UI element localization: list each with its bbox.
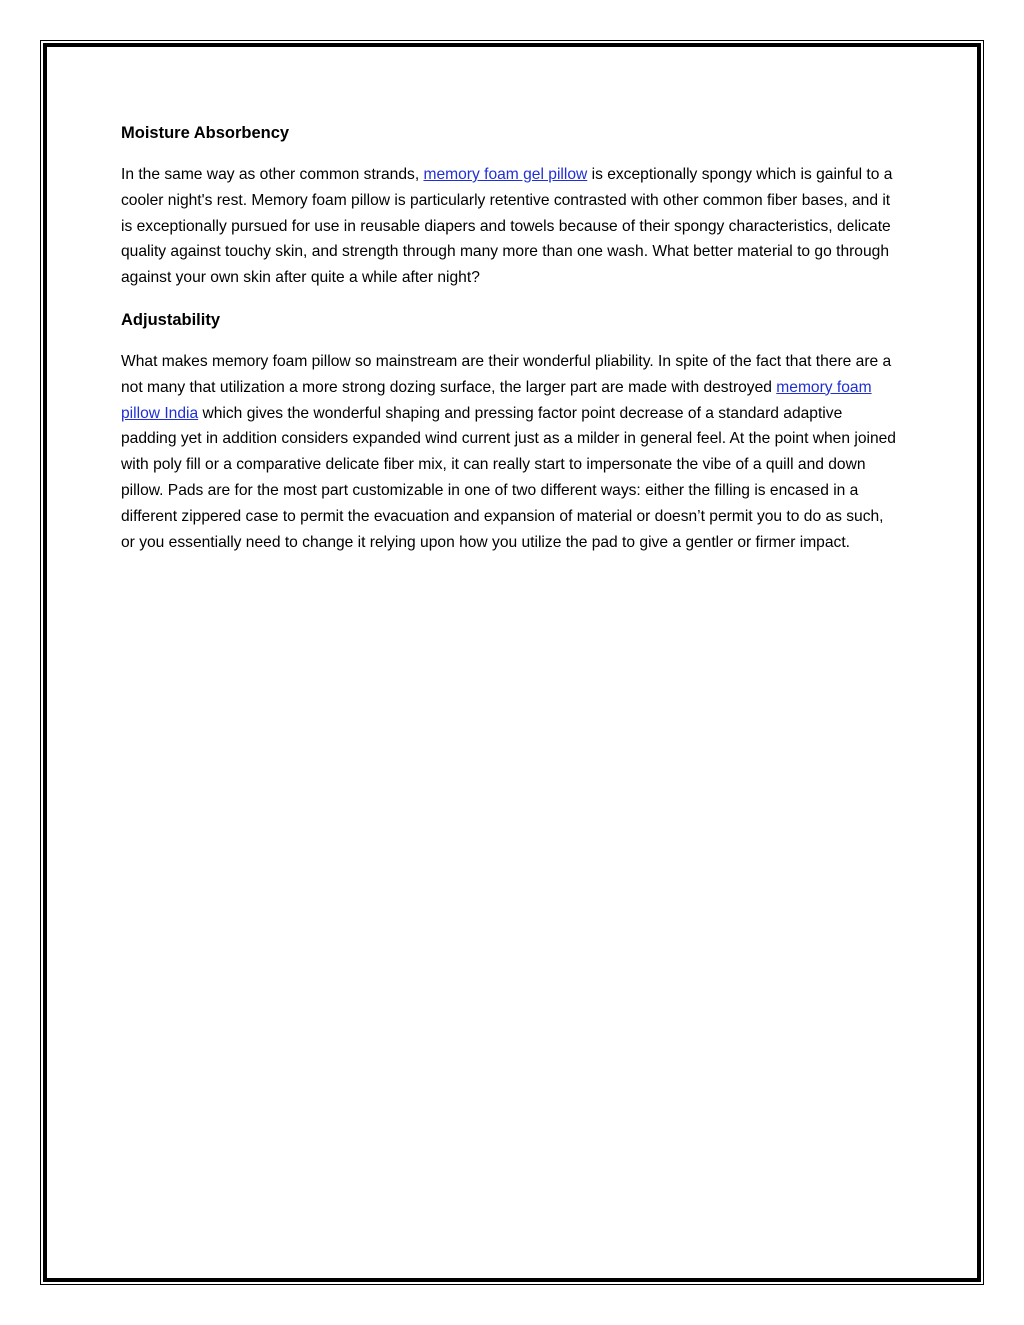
- document-content: [121, 120, 901, 571]
- section-heading: Moisture Absorbency: [121, 124, 290, 142]
- memory-foam-pillow-india-link[interactable]: memory foam pillow India: [121, 378, 872, 422]
- memory-foam-gel-pillow-link[interactable]: memory foam gel pillow: [423, 166, 588, 183]
- section-moisture-absorbency: [121, 120, 901, 291]
- paragraph-text-before: What makes memory foam pillow so mainstream are their wonderful pliability. In spite of the fact that there are a not many that utilization a more strong dozing surface, the larger part are made with destroyed: [121, 352, 892, 396]
- section-adjustability: [121, 307, 901, 555]
- section-heading: Adjustability: [121, 310, 221, 329]
- paragraph-text-after: which gives the wonderful shaping and pressing factor point decrease of a standard adaptive padding yet in addition considers expanded wind current just as a milder in general feel. At the point when joined with poly fill or a comparative delicate fiber mix, it can really start to impersonate the vibe of a quill and down pillow. Pads are for the most part customizable in one of two different ways: either the filling is encased in a different zippered case to permit the evacuation and expansion of material or doesn’t permit you to do as such, or you essentially need to change it relying upon how you utilize the pad to give a gentler or firmer impact.: [121, 404, 896, 551]
- paragraph-text-before: In the same way as other common strands,: [121, 166, 424, 183]
- paragraph-text-after: is exceptionally spongy which is gainful to a cooler night's rest. Memory foam pillow is particularly retentive contrasted with other common fiber bases, and it is exceptionally pursued for use in reusable diapers and towels because of their spongy characteristics, delicate quality against touchy skin, and strength through many more than one wash. What better material to go through against your own skin after quite a while after night?: [121, 166, 893, 287]
- section-paragraph: [121, 162, 901, 291]
- section-paragraph: [121, 349, 901, 555]
